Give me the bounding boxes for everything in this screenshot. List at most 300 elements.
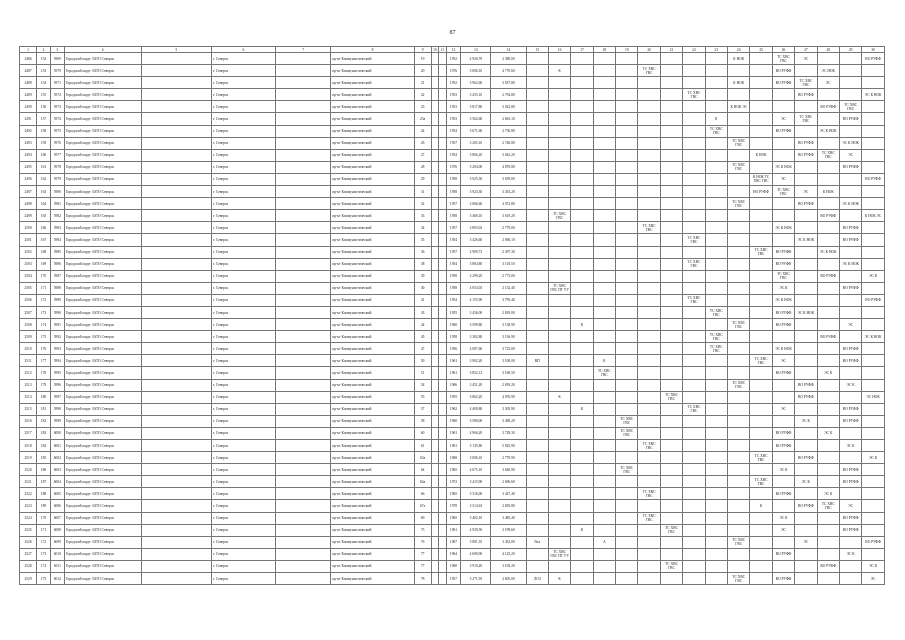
cell-empty [275, 198, 330, 210]
cell-c21 [660, 464, 682, 476]
cell-a: 165 [37, 210, 51, 222]
cell-year: 1954 [446, 234, 461, 246]
cell-city: г. Северск [211, 77, 275, 89]
cell-empty [275, 355, 330, 367]
cell-empty [275, 173, 330, 185]
cell-c19 [616, 379, 638, 391]
cell-c24 [728, 294, 750, 306]
cell-area: 3 426,60 [461, 234, 491, 246]
cell-c28 [817, 415, 839, 427]
cell-c29: ЭС К НОК [839, 258, 861, 270]
cell-b: 5993 [50, 343, 64, 355]
cell-c25 [750, 234, 772, 246]
cell-empty [141, 560, 211, 572]
cell-n: 2494 [20, 149, 37, 161]
cell-street: пр-кт Коммунистический [331, 101, 414, 113]
cell-city: г. Северск [211, 355, 275, 367]
cell-city: г. Северск [211, 367, 275, 379]
cell-empty [275, 137, 330, 149]
cell-c28 [817, 198, 839, 210]
cell-c26: ВО РУФФ [772, 77, 794, 89]
cell-c20 [638, 427, 660, 439]
cell-city: г. Северск [211, 149, 275, 161]
cell-owner: Городской округ ЗАТО Северск [64, 77, 141, 89]
cell-empty [431, 427, 438, 439]
cell-c15 [526, 234, 548, 246]
cell-c29 [839, 186, 861, 198]
cell-c22 [683, 367, 705, 379]
cell-c23 [705, 246, 727, 258]
cell-c30 [862, 403, 885, 415]
cell-c28 [817, 53, 839, 65]
cell-c29 [839, 65, 861, 77]
cell-c25: ТС ХВС ГВС [750, 476, 772, 488]
cell-area2: 2 779,90 [491, 452, 526, 464]
cell-c24 [728, 246, 750, 258]
cell-city: г. Северск [211, 210, 275, 222]
cell-b: 5982 [50, 210, 64, 222]
cell-empty [431, 210, 438, 222]
cell-c19 [616, 331, 638, 343]
cell-city: г. Северск [211, 246, 275, 258]
cell-c19 [616, 355, 638, 367]
cell-c24 [728, 403, 750, 415]
cell-c21 [660, 125, 682, 137]
cell-c30: ЭС К НОК [862, 331, 885, 343]
cell-b: 5970 [50, 65, 64, 77]
cell-c18 [593, 306, 615, 318]
cell-c24: ТС ХВС ГВС [728, 379, 750, 391]
cell-area2: 4 770,60 [491, 65, 526, 77]
cell-area2: 3 453,20 [491, 186, 526, 198]
cell-a: 158 [37, 125, 51, 137]
cell-owner: Городской округ ЗАТО Северск [64, 548, 141, 560]
cell-c27 [795, 294, 817, 306]
cell-c26 [772, 149, 794, 161]
cell-owner: Городской округ ЗАТО Северск [64, 198, 141, 210]
cell-empty [141, 573, 211, 585]
cell-c21 [660, 331, 682, 343]
cell-area: 3 923,30 [461, 186, 491, 198]
cell-c22 [683, 77, 705, 89]
cell-c22 [683, 464, 705, 476]
cell-c22 [683, 198, 705, 210]
cell-empty [439, 464, 446, 476]
cell-c15 [526, 137, 548, 149]
cell-owner: Городской округ ЗАТО Северск [64, 391, 141, 403]
cell-c27 [795, 161, 817, 173]
cell-c23 [705, 319, 727, 331]
cell-c19: ТС ХВС ГВС [616, 427, 638, 439]
cell-c21 [660, 403, 682, 415]
cell-c23 [705, 53, 727, 65]
table-row [20, 391, 885, 403]
cell-c19 [616, 548, 638, 560]
cell-c17: К [571, 524, 593, 536]
cell-c26: ЭС [772, 355, 794, 367]
cell-n: 2524 [20, 512, 37, 524]
cell-empty [275, 89, 330, 101]
cell-c16 [548, 524, 570, 536]
cell-c24 [728, 149, 750, 161]
cell-c15 [526, 319, 548, 331]
cell-house: 60 [414, 427, 431, 439]
cell-c28 [817, 282, 839, 294]
cell-year: 1958 [446, 282, 461, 294]
cell-city: г. Северск [211, 500, 275, 512]
cell-c15 [526, 440, 548, 452]
cell-c21 [660, 246, 682, 258]
page-number: 87 [449, 30, 456, 36]
cell-c15 [526, 53, 548, 65]
cell-b: 6005 [50, 488, 64, 500]
cell-c20 [638, 53, 660, 65]
cell-empty [431, 464, 438, 476]
cell-house: 51 [414, 367, 431, 379]
cell-c19 [616, 306, 638, 318]
cell-c27 [795, 367, 817, 379]
cell-c23 [705, 367, 727, 379]
cell-owner: Городской округ ЗАТО Северск [64, 331, 141, 343]
cell-c29 [839, 536, 861, 548]
cell-city: г. Северск [211, 379, 275, 391]
cell-c17 [571, 198, 593, 210]
cell-owner: Городской округ ЗАТО Северск [64, 258, 141, 270]
cell-c15 [526, 367, 548, 379]
cell-c25 [750, 137, 772, 149]
cell-c28 [817, 113, 839, 125]
cell-c19 [616, 234, 638, 246]
cell-n: 2527 [20, 548, 37, 560]
cell-c22 [683, 391, 705, 403]
cell-c27 [795, 560, 817, 572]
cell-c18 [593, 476, 615, 488]
cell-n: 2503 [20, 258, 37, 270]
cell-n: 2525 [20, 524, 37, 536]
cell-c19 [616, 476, 638, 488]
cell-a: 175 [37, 331, 51, 343]
cell-c21 [660, 234, 682, 246]
cell-empty [141, 548, 211, 560]
cell-c22 [683, 488, 705, 500]
cell-c18 [593, 548, 615, 560]
cell-c16 [548, 306, 570, 318]
cell-c21 [660, 186, 682, 198]
cell-c24 [728, 500, 750, 512]
cell-c16: К [548, 573, 570, 585]
cell-year: 1954 [446, 125, 461, 137]
cell-c30: ЭС К [862, 270, 885, 282]
cell-c27: ВО РУФФ [795, 89, 817, 101]
cell-c15 [526, 512, 548, 524]
cell-c22 [683, 113, 705, 125]
cell-a: 155 [37, 89, 51, 101]
cell-n: 2492 [20, 125, 37, 137]
cell-empty [439, 294, 446, 306]
cell-c22 [683, 282, 705, 294]
cell-year: 1968 [446, 452, 461, 464]
cell-c26: ВО РУФФ [772, 440, 794, 452]
column-number: 12 [446, 47, 461, 53]
cell-city: г. Северск [211, 137, 275, 149]
cell-c15 [526, 500, 548, 512]
cell-c18 [593, 246, 615, 258]
cell-b: 5977 [50, 149, 64, 161]
cell-c25: ВО РУФФ [750, 186, 772, 198]
cell-year: 1957 [446, 222, 461, 234]
cell-c29: ЭС К НОК [839, 137, 861, 149]
cell-c16: К [548, 65, 570, 77]
cell-year: 1965 [446, 464, 461, 476]
cell-c21 [660, 113, 682, 125]
cell-c18 [593, 89, 615, 101]
cell-c29 [839, 89, 861, 101]
cell-street: пр-кт Коммунистический [331, 488, 414, 500]
cell-c21 [660, 294, 682, 306]
table-row [20, 573, 885, 585]
cell-year: 1953 [446, 89, 461, 101]
cell-street: пр-кт Коммунистический [331, 452, 414, 464]
cell-c23 [705, 282, 727, 294]
cell-c30 [862, 258, 885, 270]
cell-c25 [750, 198, 772, 210]
cell-empty [141, 391, 211, 403]
cell-c22 [683, 355, 705, 367]
cell-n: 2512 [20, 367, 37, 379]
cell-city: г. Северск [211, 512, 275, 524]
cell-c18 [593, 488, 615, 500]
cell-c23 [705, 89, 727, 101]
cell-c17 [571, 270, 593, 282]
cell-c20 [638, 125, 660, 137]
cell-empty [275, 548, 330, 560]
cell-city: г. Северск [211, 415, 275, 427]
cell-c19 [616, 173, 638, 185]
cell-c18 [593, 173, 615, 185]
cell-n: 2521 [20, 476, 37, 488]
cell-c19 [616, 282, 638, 294]
cell-c30 [862, 306, 885, 318]
cell-c29: ВО РУФФ [839, 222, 861, 234]
cell-street: пр-кт Коммунистический [331, 149, 414, 161]
cell-c30 [862, 355, 885, 367]
cell-c23 [705, 210, 727, 222]
cell-b: 5976 [50, 137, 64, 149]
cell-c22 [683, 560, 705, 572]
cell-c27: ТС ХВС ГВС [795, 77, 817, 89]
cell-city: г. Северск [211, 282, 275, 294]
cell-c23 [705, 101, 727, 113]
cell-empty [431, 234, 438, 246]
cell-owner: Городской округ ЗАТО Северск [64, 101, 141, 113]
cell-n: 2514 [20, 391, 37, 403]
cell-area: 3 006,10 [461, 452, 491, 464]
cell-b: 5985 [50, 246, 64, 258]
cell-area2: 3 485,40 [491, 512, 526, 524]
cell-c21 [660, 258, 682, 270]
cell-street: пр-кт Коммунистический [331, 198, 414, 210]
cell-b: 6006 [50, 500, 64, 512]
cell-c26 [772, 137, 794, 149]
column-number: 4 [64, 47, 141, 53]
cell-c26 [772, 331, 794, 343]
table-row [20, 294, 885, 306]
cell-c20: ТС ХВС ГВС [638, 65, 660, 77]
cell-street: пр-кт Коммунистический [331, 258, 414, 270]
cell-city: г. Северск [211, 173, 275, 185]
cell-empty [275, 294, 330, 306]
cell-c18 [593, 210, 615, 222]
cell-year: 1962 [446, 403, 461, 415]
cell-area: 3 436,00 [461, 306, 491, 318]
cell-c28 [817, 379, 839, 391]
cell-c25 [750, 270, 772, 282]
cell-c24: ТС ХВС ГВС [728, 161, 750, 173]
cell-area: 3 265,10 [461, 137, 491, 149]
cell-a: 169 [37, 258, 51, 270]
cell-c30 [862, 125, 885, 137]
cell-area: 2 909,73 [461, 246, 491, 258]
cell-street: пр-кт Коммунистический [331, 210, 414, 222]
cell-c20 [638, 343, 660, 355]
cell-area2: 2 152,40 [491, 282, 526, 294]
cell-house: 36 [414, 246, 431, 258]
cell-c27: ЭС К [795, 476, 817, 488]
cell-c18 [593, 464, 615, 476]
cell-c30: К НОК ЭС [862, 210, 885, 222]
cell-c30 [862, 343, 885, 355]
cell-c27 [795, 222, 817, 234]
cell-empty [431, 536, 438, 548]
cell-c19 [616, 222, 638, 234]
cell-c16 [548, 415, 570, 427]
cell-c28: ВО РУФФ [817, 210, 839, 222]
cell-b: 5983 [50, 222, 64, 234]
cell-c22: ТС ХВС ГВС [683, 403, 705, 415]
cell-b: 6004 [50, 476, 64, 488]
cell-area2: 3 490,20 [491, 415, 526, 427]
cell-c21 [660, 427, 682, 439]
cell-owner: Городской округ ЗАТО Северск [64, 464, 141, 476]
cell-city: г. Северск [211, 161, 275, 173]
cell-empty [439, 403, 446, 415]
cell-b: 5997 [50, 391, 64, 403]
cell-street: пр-кт Коммунистический [331, 464, 414, 476]
cell-c16 [548, 53, 570, 65]
cell-area: 3 271,95 [461, 573, 491, 585]
cell-c24 [728, 125, 750, 137]
cell-street: пр-кт Коммунистический [331, 137, 414, 149]
cell-c15 [526, 65, 548, 77]
cell-street: пр-кт Коммунистический [331, 415, 414, 427]
cell-a: 156 [37, 101, 51, 113]
cell-c28: К НОК [817, 186, 839, 198]
table-row [20, 512, 885, 524]
cell-n: 2519 [20, 452, 37, 464]
cell-c15 [526, 524, 548, 536]
cell-n: 2522 [20, 488, 37, 500]
cell-area: 3 302,80 [461, 331, 491, 343]
cell-owner: Городской округ ЗАТО Северск [64, 512, 141, 524]
cell-house: 19 [414, 53, 431, 65]
cell-empty [431, 548, 438, 560]
cell-b: 6007 [50, 512, 64, 524]
cell-empty [141, 536, 211, 548]
cell-c22 [683, 500, 705, 512]
cell-c27: ЭС К НОК [795, 306, 817, 318]
cell-c25: К НОК [750, 149, 772, 161]
cell-area: 4 054,03 [461, 282, 491, 294]
cell-a: 175 [37, 573, 51, 585]
cell-c22 [683, 149, 705, 161]
cell-area: 3 066,60 [461, 198, 491, 210]
cell-empty [439, 512, 446, 524]
cell-empty [141, 198, 211, 210]
cell-c19: ТС ХВС ГВС [616, 415, 638, 427]
cell-c16 [548, 294, 570, 306]
cell-c30 [862, 415, 885, 427]
cell-c26: ВО РУФФ [772, 319, 794, 331]
cell-c28 [817, 464, 839, 476]
cell-year: 1961 [446, 524, 461, 536]
cell-c28: ВО РУФФ [817, 560, 839, 572]
cell-c16 [548, 500, 570, 512]
cell-c20 [638, 403, 660, 415]
cell-c15 [526, 427, 548, 439]
cell-c25 [750, 306, 772, 318]
cell-empty [439, 89, 446, 101]
cell-year: 1954 [446, 258, 461, 270]
cell-c23 [705, 415, 727, 427]
cell-c17 [571, 331, 593, 343]
cell-c21 [660, 367, 682, 379]
cell-empty [275, 367, 330, 379]
cell-area: 3 884,80 [461, 258, 491, 270]
cell-house: 44 [414, 319, 431, 331]
cell-city: г. Северск [211, 391, 275, 403]
cell-c18 [593, 65, 615, 77]
cell-c28 [817, 536, 839, 548]
cell-empty [141, 440, 211, 452]
table-row [20, 173, 885, 185]
cell-c16: ТС ХВС ГВС ПТ УУ [548, 282, 570, 294]
cell-c16 [548, 246, 570, 258]
cell-c17 [571, 452, 593, 464]
cell-empty [141, 500, 211, 512]
cell-b: 5989 [50, 294, 64, 306]
column-number: 13 [461, 47, 491, 53]
column-number: 17 [571, 47, 593, 53]
cell-empty [431, 415, 438, 427]
cell-c20 [638, 367, 660, 379]
table-row [20, 440, 885, 452]
cell-c18 [593, 161, 615, 173]
cell-c19 [616, 258, 638, 270]
cell-empty [275, 331, 330, 343]
cell-c25 [750, 548, 772, 560]
cell-a: 186 [37, 464, 51, 476]
cell-c18 [593, 560, 615, 572]
table-row [20, 403, 885, 415]
cell-empty [439, 306, 446, 318]
cell-b: 5981 [50, 198, 64, 210]
cell-c20 [638, 548, 660, 560]
cell-c18 [593, 101, 615, 113]
column-number: 8 [331, 47, 414, 53]
cell-c16 [548, 355, 570, 367]
cell-c18 [593, 222, 615, 234]
table-row [20, 89, 885, 101]
